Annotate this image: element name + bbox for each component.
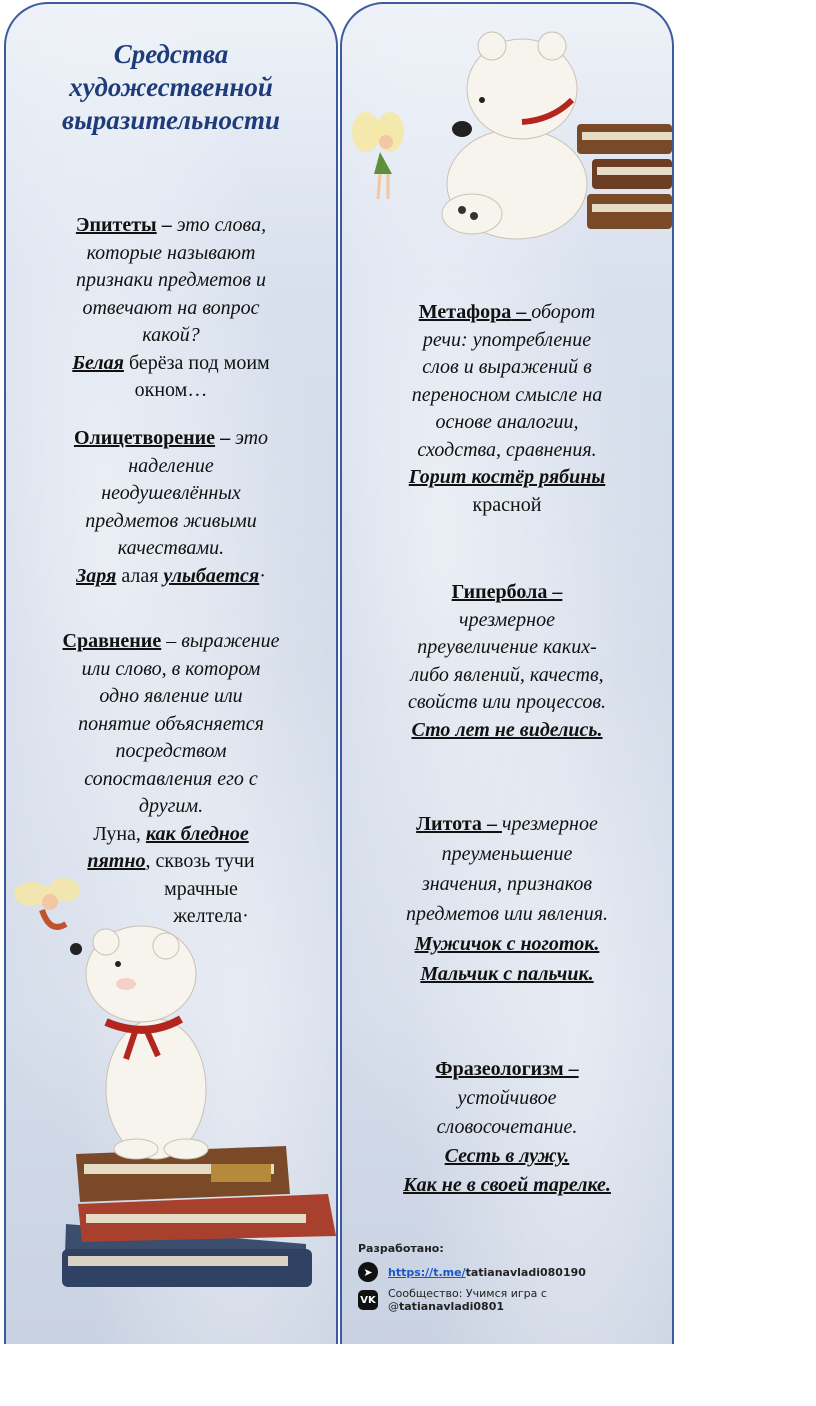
example-text: красной: [472, 493, 542, 516]
definition-text: слов и выражений в: [422, 356, 592, 378]
definition-text: наделение: [128, 454, 214, 477]
example-text: Сто лет не виделись.: [411, 718, 603, 741]
definition-text: это слова,: [176, 214, 267, 236]
definition-text: это: [235, 427, 269, 449]
dash: –: [156, 214, 177, 236]
bear-on-books-illustration: [6, 864, 336, 1334]
definition-text: отвечают на вопрос: [82, 296, 260, 319]
vk-text: Сообщество: Учимся игра с @: [388, 1287, 547, 1313]
term-phraseologism: Фразеологизм: [435, 1058, 564, 1080]
telegram-link[interactable]: https://t.me/: [388, 1265, 466, 1279]
term-metaphor: Метафора: [418, 301, 512, 323]
example-text: , сквозь тучи: [145, 850, 255, 872]
definition-text: предметов живыми: [85, 509, 257, 532]
term-hyperbole: Гипербола: [451, 581, 548, 603]
epithets-section: [26, 212, 316, 405]
dash: –: [481, 813, 502, 835]
definition-text: устойчивое: [457, 1087, 557, 1109]
personification-section: [26, 425, 316, 590]
litotes-section: [362, 809, 652, 989]
definition-text: чрезмерное: [501, 813, 598, 835]
fairy-icon: [352, 112, 404, 199]
definition-text: признаки предметов и: [75, 269, 267, 291]
dash: –: [161, 630, 182, 652]
example-text: окном…: [134, 379, 208, 401]
example-text: Луна,: [93, 822, 146, 845]
definition-text: чрезмерное: [459, 608, 555, 631]
book-stack-icon: [62, 1146, 336, 1287]
definition-text: предметов или явления.: [405, 903, 608, 925]
example-text: берёза под моим: [123, 351, 270, 374]
hyperbole-section: [362, 579, 652, 744]
left-bookmark: [4, 2, 338, 1344]
vk-icon: VK: [358, 1290, 378, 1310]
title-line: выразительности: [62, 105, 280, 135]
definition-text: или слово, в котором: [81, 657, 261, 680]
definition-text: другим.: [138, 795, 204, 817]
definition-text: свойств или процессов.: [407, 691, 607, 713]
dash: –: [563, 1058, 579, 1080]
example-text: Как не в своей тарелке.: [403, 1174, 611, 1196]
definition-text: сопоставления его с: [84, 767, 258, 790]
example-text: Мужичок с ноготок.: [414, 933, 600, 955]
telegram-icon: ➤: [358, 1262, 378, 1282]
definition-text: речи: употребление: [422, 328, 592, 351]
page-title: [6, 38, 336, 137]
example-text: мрачные: [164, 877, 238, 900]
title-line: художественной: [69, 72, 273, 102]
definition-text: словосочетание.: [436, 1116, 578, 1138]
definition-text: либо явлений, качеств,: [410, 663, 604, 686]
polar-bear-icon: [70, 926, 208, 1159]
definition-text: качествами.: [117, 537, 225, 559]
example-word: улыбается: [163, 564, 260, 587]
metaphor-section: [362, 299, 652, 519]
definition-text: сходства, сравнения.: [417, 438, 597, 461]
sitting-bear-illustration: [342, 24, 672, 244]
example-text: Горит костёр рябины: [408, 466, 606, 488]
vk-user: tatianavladi0801: [399, 1300, 505, 1313]
example-text: алая: [116, 564, 164, 587]
example-word: как бледное: [145, 822, 249, 845]
title-line: Средства: [113, 39, 229, 69]
right-bookmark: [340, 2, 674, 1344]
term-litotes: Литота: [416, 813, 482, 835]
credits-label: Разработано:: [358, 1242, 444, 1255]
definition-text: преувеличение каких-: [417, 636, 597, 658]
dash: –: [511, 301, 532, 323]
book-stack-icon: [577, 124, 672, 229]
example-text: желтела·: [173, 905, 249, 927]
example-text: Сесть в лужу.: [444, 1145, 570, 1167]
dash: –: [215, 427, 236, 449]
definition-text: значения, признаков: [421, 873, 593, 895]
example-word: Заря: [76, 564, 117, 587]
definition-text: оборот: [531, 301, 596, 323]
definition-text: одно явление или: [99, 685, 243, 707]
vk-credit[interactable]: [358, 1289, 658, 1311]
phraseologism-section: [362, 1055, 652, 1200]
telegram-user: tatianavladi080190: [465, 1265, 586, 1279]
telegram-credit[interactable]: [358, 1261, 658, 1283]
definition-text: выражение: [181, 630, 280, 652]
dash: –: [547, 581, 563, 603]
definition-text: которые называют: [86, 241, 256, 264]
fairy-icon: [14, 878, 80, 927]
definition-text: понятие объясняется: [78, 712, 264, 735]
term-personification: Олицетворение: [73, 427, 216, 449]
definition-text: переносном смысле на: [411, 383, 603, 406]
example-text: Мальчик с пальчик.: [420, 963, 594, 985]
definition-text: основе аналогии,: [435, 411, 579, 433]
example-text: ·: [259, 564, 266, 587]
definition-text: посредством: [115, 740, 227, 762]
term-epithets: Эпитеты: [75, 214, 157, 236]
example-word: пятно: [87, 850, 146, 872]
definition-text: преуменьшение: [441, 843, 573, 865]
polar-bear-icon: [442, 32, 587, 239]
credits: [358, 1242, 658, 1311]
example-word: Белая: [72, 351, 124, 374]
definition-text: какой?: [142, 324, 200, 346]
term-comparison: Сравнение: [62, 630, 162, 652]
definition-text: неодушевлённых: [101, 482, 241, 504]
